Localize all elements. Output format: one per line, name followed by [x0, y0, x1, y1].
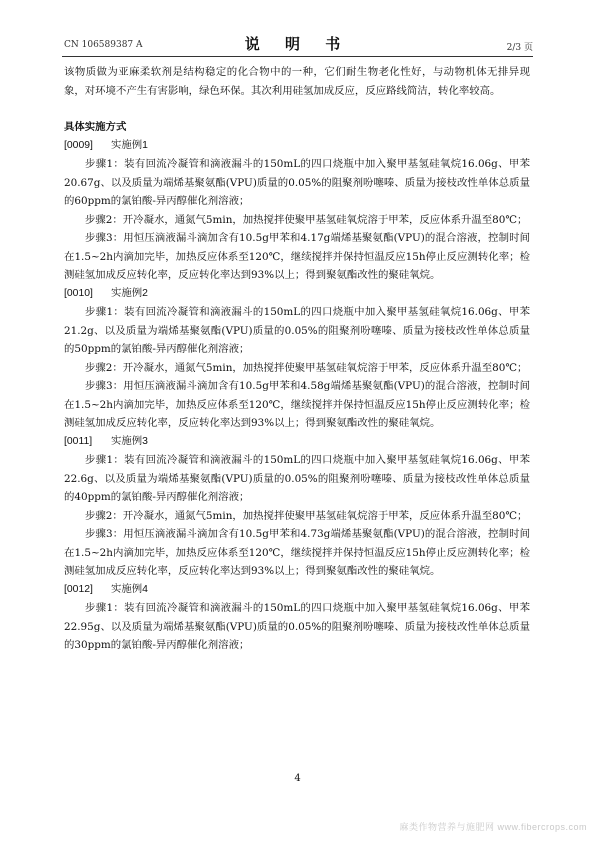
example-step: 步骤2：开冷凝水，通氮气5min，加热搅拌使聚甲基氢硅氧烷溶于甲苯，反应体系升温至80℃；: [85, 509, 528, 522]
page-number: 4: [294, 773, 301, 784]
paragraph-tag: [0009]: [64, 139, 93, 151]
example-step: 步骤3：用恒压滴液漏斗滴加含有10.5g甲苯和4.17g端烯基聚氨酯(VPU)的混合溶液，控制时间在1.5~2h内滴加完毕，加热反应体系至120℃，继续搅拌并保持恒温反应15h停止反应测转化率；检测硅氢加成反应转化率，反应转化率达到93%以上；得到聚氨酯改性的聚硅氧烷。: [64, 232, 530, 281]
paragraph-tag: [0010]: [64, 287, 93, 299]
header-title: 说 明 书: [244, 35, 351, 53]
example-heading: [64, 433, 530, 452]
example-step: 步骤1：装有回流冷凝管和滴液漏斗的150mL的四口烧瓶中加入聚甲基氢硅氧烷16.06g、甲苯22.95g、以及质量为端烯基聚氨酯(VPU)质量的0.05%的阻聚剂吩噻嗪、质量为接枝改性单体总质量的30ppm的氯铂酸-异丙醇催化剂溶液；: [64, 602, 530, 651]
header-patent-number: CN 106589387 A: [64, 40, 143, 50]
example-heading: [64, 581, 530, 600]
watermark: 麻类作物营养与施肥网 www.fibercrops.com: [399, 822, 587, 832]
document-body: [64, 63, 530, 655]
example-step: 步骤3：用恒压滴液漏斗滴加含有10.5g甲苯和4.58g端烯基聚氨酯(VPU)的混合溶液，控制时间在1.5~2h内滴加完毕，加热反应体系至120℃，继续搅拌并保持恒温反应15h停止反应测转化率；检测硅氢加成反应转化率，反应转化率达到93%以上；得到聚氨酯改性的聚硅氧烷。: [64, 380, 530, 429]
example-title: 实施例1: [111, 139, 148, 151]
example-step: 步骤2：开冷凝水，通氮气5min，加热搅拌使聚甲基氢硅氧烷溶于甲苯，反应体系升温至80℃；: [85, 361, 528, 374]
example-heading: [64, 285, 530, 304]
example-title: 实施例3: [111, 435, 148, 447]
header-rule: [62, 56, 533, 57]
intro-paragraph: 该物质做为亚麻柔软剂是结构稳定的化合物中的一种，它们耐生物老化性好，与动物机体无排异现象，对环境不产生有害影响，绿色环保。其次利用硅氢加成反应，反应路线简洁，转化率较高。: [64, 66, 530, 97]
header-page-indicator: 2/3 页: [506, 43, 533, 53]
example-step: 步骤2：开冷凝水，通氮气5min，加热搅拌使聚甲基氢硅氧烷溶于甲苯，反应体系升温至80℃；: [85, 213, 528, 226]
example-step: 步骤3：用恒压滴液漏斗滴加含有10.5g甲苯和4.73g端烯基聚氨酯(VPU)的混合溶液，控制时间在1.5~2h内滴加完毕，加热反应体系至120℃，继续搅拌并保持恒温反应15h停止反应测转化率；检测硅氢加成反应转化率，反应转化率达到93%以上；得到聚氨酯改性的聚硅氧烷。: [64, 528, 530, 577]
section-heading: 具体实施方式: [64, 121, 127, 133]
example-heading: [64, 137, 530, 156]
paragraph-tag: [0011]: [64, 435, 93, 447]
example-step: 步骤1：装有回流冷凝管和滴液漏斗的150mL的四口烧瓶中加入聚甲基氢硅氧烷16.06g、甲苯20.67g、以及质量为端烯基聚氨酯(VPU)质量的0.05%的阻聚剂吩噻嗪、质量为接枝改性单体总质量的60ppm的氯铂酸-异丙醇催化剂溶液；: [64, 158, 530, 207]
paragraph-tag: [0012]: [64, 583, 93, 595]
example-step: 步骤1：装有回流冷凝管和滴液漏斗的150mL的四口烧瓶中加入聚甲基氢硅氧烷16.06g、甲苯22.6g、以及质量为端烯基聚氨酯(VPU)质量的0.05%的阻聚剂吩噻嗪、质量为接枝改性单体总质量的40ppm的氯铂酸-异丙醇催化剂溶液；: [64, 454, 530, 503]
example-step: 步骤1：装有回流冷凝管和滴液漏斗的150mL的四口烧瓶中加入聚甲基氢硅氧烷16.06g、甲苯21.2g、以及质量为端烯基聚氨酯(VPU)质量的0.05%的阻聚剂吩噻嗪、质量为接枝改性单体总质量的50ppm的氯铂酸-异丙醇催化剂溶液；: [64, 306, 530, 355]
example-title: 实施例4: [111, 583, 148, 595]
example-title: 实施例2: [111, 287, 148, 299]
